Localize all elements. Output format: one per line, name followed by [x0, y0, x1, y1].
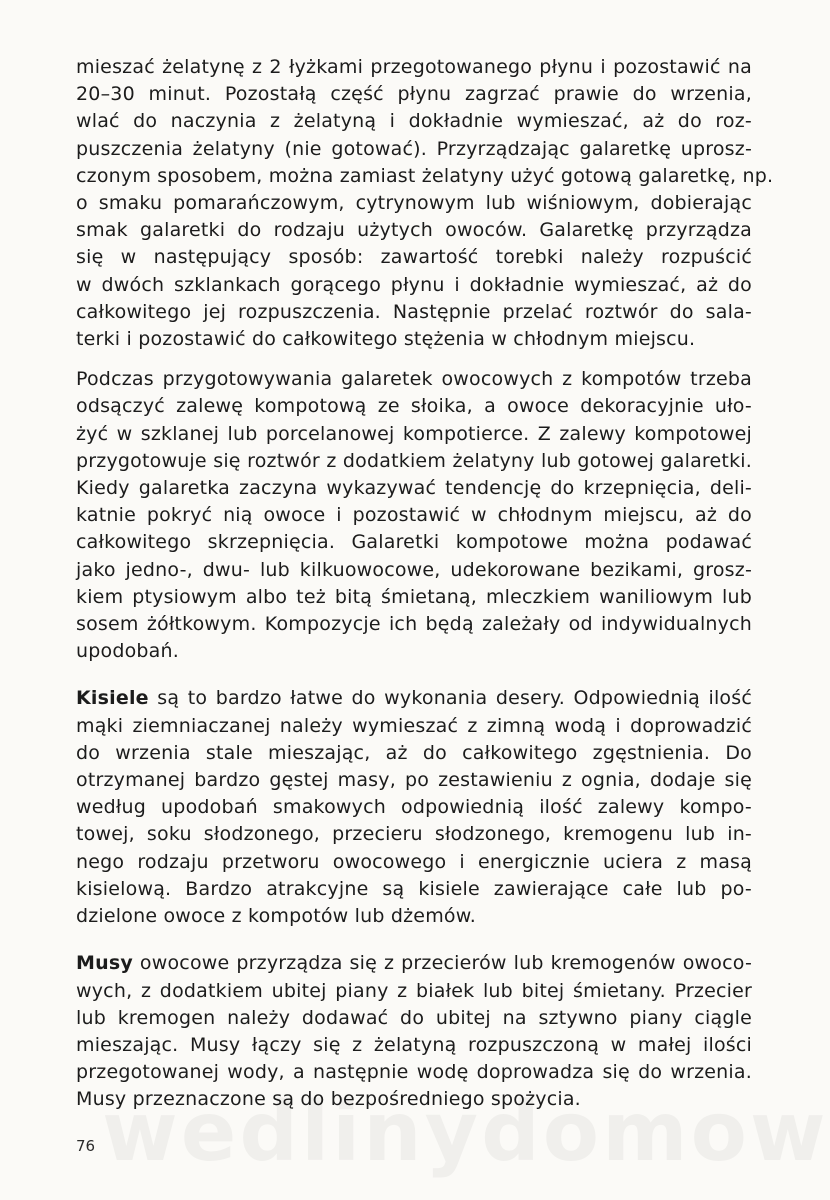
watermark [102, 1085, 742, 1180]
text-line: upodobań. [76, 640, 179, 663]
text-line: przegotowanej wody, a następnie wodę doprowadza się do wrzenia. [76, 1061, 752, 1084]
text-line: jako jedno-, dwu- lub kilkuowocowe, udekorowane bezikami, grosz- [76, 558, 752, 581]
text-line [76, 950, 752, 977]
text-line: czonym sposobem, można zamiast żelatyny użyć gotową galaretkę, np. [76, 164, 774, 187]
text-line: się w następujący sposób: zawartość torebki należy rozpuścić [76, 246, 752, 269]
text-line: towej, soku słodzonego, przecieru słodzonego, kremogenu lub in- [76, 823, 752, 846]
text-line: kiem ptysiowym albo też bitą śmietaną, mleczkiem waniliowym lub [76, 585, 752, 608]
text-run: są to bardzo łatwe do wykonania desery. Odpowiednią ilość [148, 687, 752, 710]
paragraph-gelatin-method [76, 54, 774, 353]
term-musy: Musy [76, 952, 133, 975]
text-line: nego rodzaju przetworu owocowego i energicznie uciera z masą [76, 850, 752, 873]
text-line [76, 685, 752, 712]
text-line: o smaku pomarańczowym, cytrynowym lub wiśniowym, dobierając [76, 192, 752, 215]
text-line: katnie pokryć nią owoce i pozostawić w chłodnym miejscu, aż do [76, 504, 752, 527]
text-run: owocowe przyrządza się z przecierów lub kremogenów owoco- [132, 952, 752, 975]
text-line: Podczas przygotowywania galaretek owocowych z kompotów trzeba [76, 368, 752, 391]
document-page [76, 54, 774, 1154]
text-line: żyć w szklanej lub porcelanowej kompotierce. Z zalewy kompotowej [76, 422, 752, 445]
text-line: terki i pozostawić do całkowitego stężenia w chłodnym miejscu. [76, 328, 696, 351]
text-line: mieszając. Musy łączy się z żelatyną rozpuszczoną w małej ilości [76, 1033, 752, 1056]
text-line: Kiedy galaretka zaczyna wykazywać tendencję do krzepnięcia, deli- [76, 477, 752, 500]
paragraph-compote-jellies [76, 366, 752, 665]
text-line: do wrzenia stale mieszając, aż do całkowitego zgęstnienia. Do [76, 741, 752, 764]
term-kisiele: Kisiele [76, 687, 149, 710]
text-line: lub kremogen należy dodawać do ubitej na sztywno piany ciągle [76, 1006, 752, 1029]
text-line: Musy przeznaczone są do bezpośredniego spożycia. [76, 1088, 581, 1111]
text-line: wych, z dodatkiem ubitej piany z białek lub bitej śmietany. Przecier [76, 979, 752, 1002]
text-line: kisielową. Bardzo atrakcyjne są kisiele zawierające całe lub po- [76, 877, 752, 900]
text-line: smak galaretki do rodzaju użytych owoców. Galaretkę przyrządza [76, 219, 752, 242]
text-line: otrzymanej bardzo gęstej masy, po zestawieniu z ognia, dodaje się [76, 769, 752, 792]
text-line: sosem żółtkowym. Kompozycje ich będą zależały od indywidualnych [76, 613, 752, 636]
text-line: przygotowuje się roztwór z dodatkiem żelatyny lub gotowej galaretki. [76, 449, 752, 472]
text-line: mąki ziemniaczanej należy wymieszać z zimną wodą i doprowadzić [76, 714, 752, 737]
text-line: całkowitego skrzepnięcia. Galaretki kompotowe można podawać [76, 531, 752, 554]
text-line: według upodobań smakowych odpowiednią ilość zalewy kompo- [76, 796, 752, 819]
paragraph-kisiele [76, 685, 752, 930]
text-line: w dwóch szklankach gorącego płynu i dokładnie wymieszać, aż do [76, 273, 752, 296]
text-line: puszczenia żelatyny (nie gotować). Przyrządzając galaretkę uprosz- [76, 137, 752, 160]
text-line: 20–30 minut. Pozostałą część płynu zagrzać prawie do wrzenia, [76, 83, 752, 106]
text-line: wlać do naczynia z żelatyną i dokładnie wymieszać, aż do roz- [76, 110, 752, 133]
text-line: mieszać żelatynę z 2 łyżkami przegotowanego płynu i pozostawić na [76, 56, 752, 78]
text-line: odsączyć zalewę kompotową ze słoika, a owoce dekoracyjnie uło- [76, 395, 752, 418]
text-line: całkowitego jej rozpuszczenia. Następnie przelać roztwór do sala- [76, 300, 752, 323]
page-number: 76 [76, 1137, 96, 1155]
text-line: dzielone owoce z kompotów lub dżemów. [76, 905, 476, 928]
